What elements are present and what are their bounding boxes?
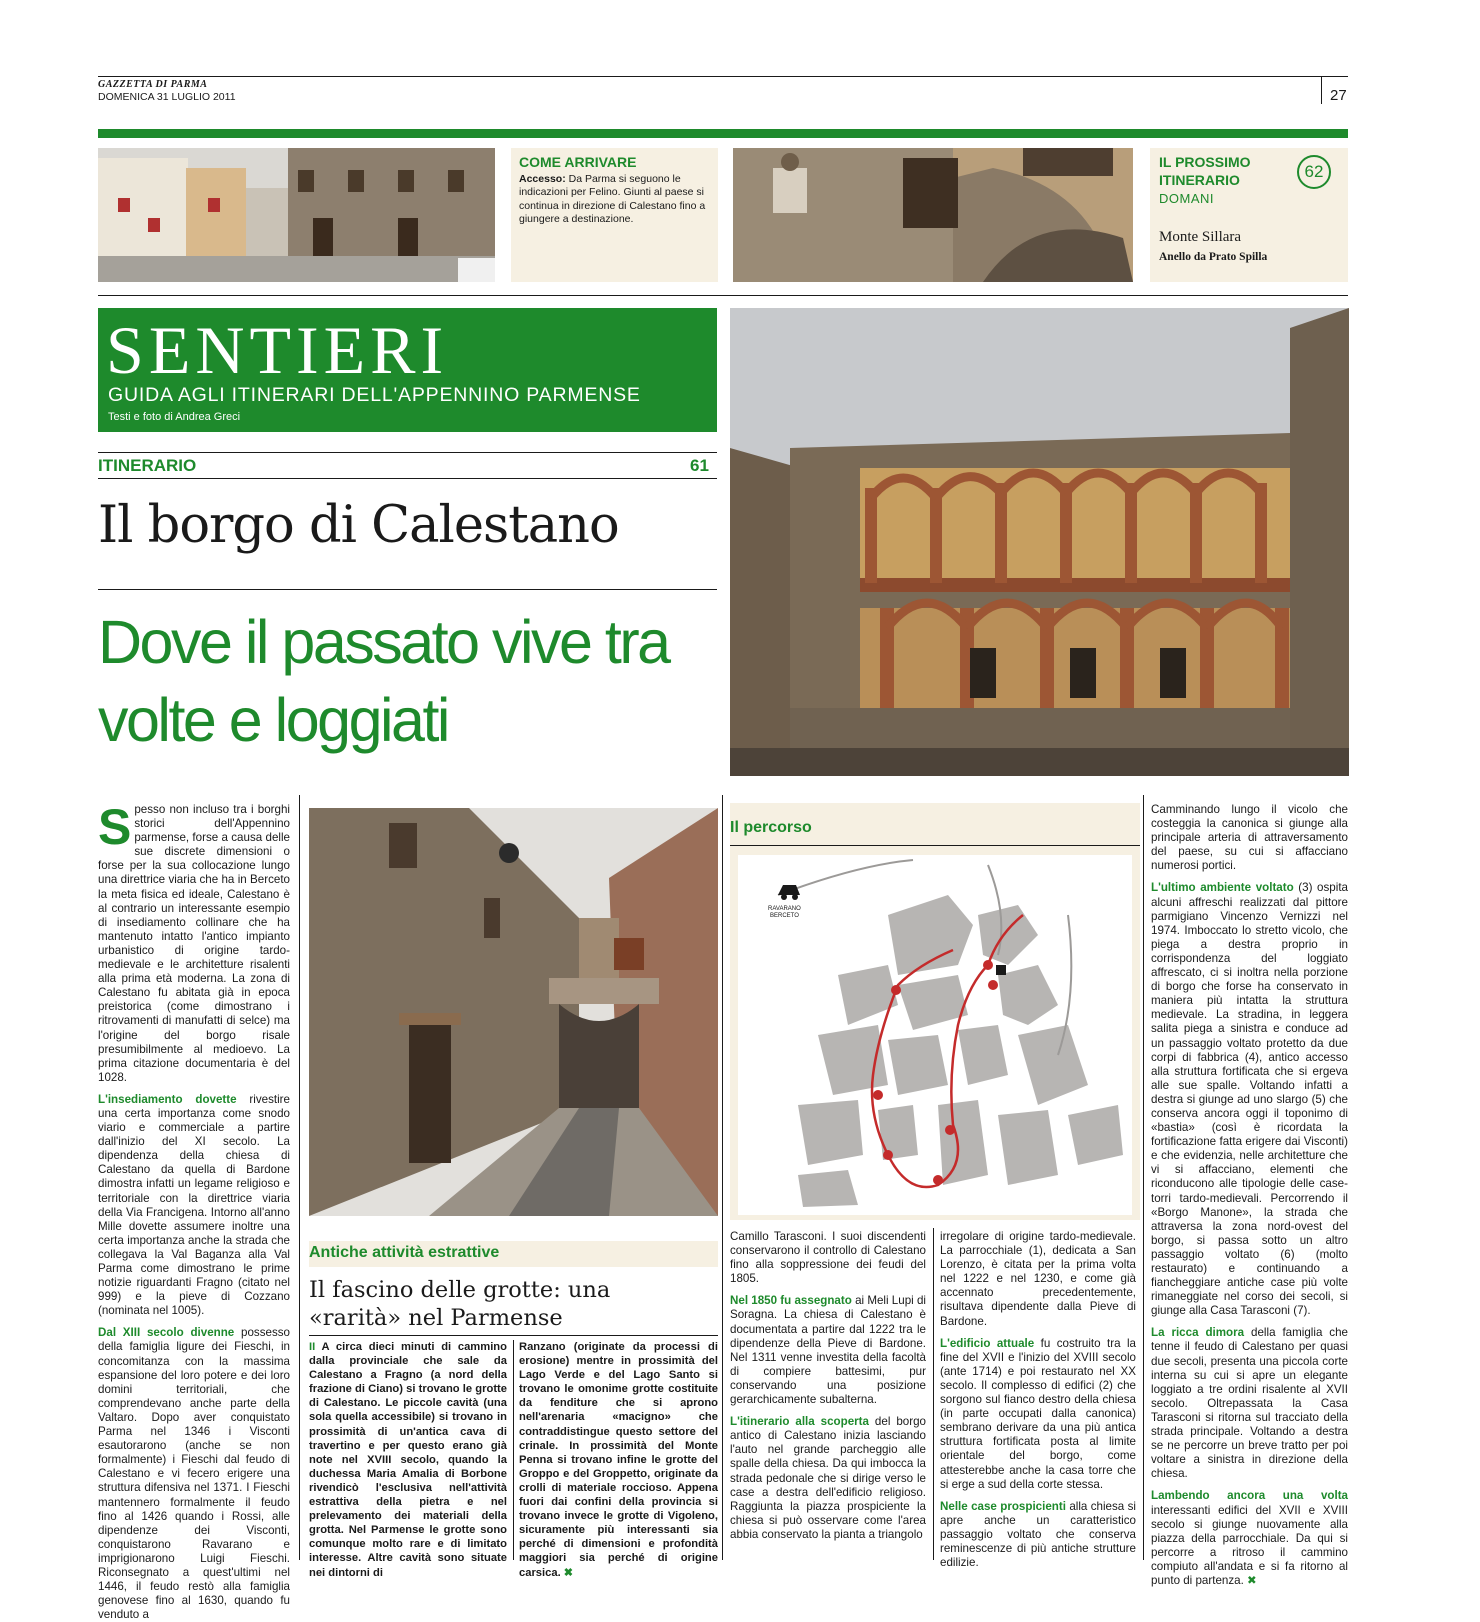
prossimo-line2: ITINERARIO xyxy=(1159,172,1240,188)
col4-p2-text: (3) ospita alcuni affreschi realizzati dal pittore parmigiano Vincenzo Vernizzi nel 1974. Imboccato lo stretto vicolo, che piega a destra proprio in corrispondenza del loggiato affrescato, ci si inoltra nella porzione di borgo che forse ha conservato in maniera più intatta la struttura medievale. La stradina, in leggera salita piega a sinistra e conduce ad un passaggio voltato protetto da due corpi di fabbrica (4), antico accesso alla struttura fortificata che si ergeva alle sue spalle. Voltando infatti a destra si giunge ad uno slargo (5) che conserva ancora oggi il toponimo di «bastia» (così è ricordata la fortificazione fatta erigere dai Visconti) e che evidenzia, nelle architetture che vi si affacciano, elementi che riconducono alle tipologie delle case-torri tardo-medievali. Percorrendo il «Borgo Manone», la strada che attraversa la zona nord-ovest del borgo, si passa sotto un altro passaggio voltato (6) (molto restaurato) e continuando a fiancheggiare antiche case più volte rimaneggiate nel corso dei secoli, si giunge alla Casa Tarasconi (7). xyxy=(1151,881,1348,1318)
col3a-paragraph-3 xyxy=(730,1415,926,1542)
percorso-title-rule xyxy=(730,845,1140,846)
article-column-3b xyxy=(940,1230,1136,1570)
prossimo-place: Monte Sillara xyxy=(1159,229,1242,245)
page-number: 27 xyxy=(1330,87,1347,104)
col4-paragraph-2 xyxy=(1151,881,1348,1318)
col4-p3-lead: La ricca dimora xyxy=(1151,1326,1245,1340)
come-arrivare-text-block xyxy=(519,173,709,226)
prossimo-itinerario-box xyxy=(1150,148,1348,282)
col1-p2-lead: L'insediamento dovette xyxy=(98,1092,237,1106)
grotte-kicker: Antiche attività estrattive xyxy=(309,1244,500,1261)
col4-p3-text: della famiglia che tenne il feudo di Calestano per quasi due secoli, presenta una piccola corte interna su cui si apre un elegante loggiato a tre ordini risalente al XVII secolo. Oltrepassata la Casa Tarasconi si ritorna sul tracciato della strada principale. Voltando a destra se ne percorre un breve tratto per poi voltare a sinistra in direzione della chiesa. xyxy=(1151,1326,1349,1481)
col3a-p3-text: del borgo antico di Calestano inizia lasciando l'auto nel grande parcheggio alle spalle della chiesa. Da qui imbocca la strada pedonale che si dirige verso le case a destra dell'edificio religioso. Raggiunta la piazza prospiciente la chiesa si può osservare come l'area abbia conservato la pianta a triangolo xyxy=(730,1415,926,1541)
col4-p4-text: interessanti edifici del XVII e XVIII secolo si giunge nuovamente alla piazza della parrocchiale. Da qui si percorre a ritroso il cammino compiuto all'andata e si fa ritorno al punto di partenza. xyxy=(1151,1503,1348,1587)
itinerario-label: ITINERARIO xyxy=(98,456,197,475)
subheadline: Dove il passato vive tra volte e loggiati xyxy=(98,608,669,754)
col3a-paragraph-2 xyxy=(730,1294,926,1407)
col3b-p2-text: fu costruito tra la fine del XVII e l'inizio del XVIII secolo (ante 1714) e poi restaurato nel XX secolo. Il complesso di edifici (2) che sorgono sul fianco destro della chiesa (in parte occupati dalla canonica) sembrano derivare da una più antica struttura fortificata posta al limite orientale del borgo, come attesterebbe anche la casa torre che si erge a sud della corte stessa. xyxy=(940,1336,1136,1491)
route-map xyxy=(738,855,1132,1215)
come-arrivare-label: Accesso: xyxy=(519,173,566,185)
grotte-title-rule xyxy=(309,1335,718,1336)
col3b-p2-lead: L'edificio attuale xyxy=(940,1336,1035,1350)
grotte-title: Il fascino delle grotte: una «rarità» nel Parmense xyxy=(309,1277,611,1331)
sentieri-banner xyxy=(98,308,717,432)
come-arrivare-box xyxy=(511,148,718,282)
itinerario-bottom-rule xyxy=(98,478,717,479)
col3a-p3-lead: L'itinerario alla scoperta xyxy=(730,1415,869,1429)
col1-p3-text: possesso della famiglia ligure dei Fieschi, in concomitanza con la massima espansione del loro potere e dei loro domini territoriali, che comprendevano anche parte della Valtaro. Dopo aver conquistato Parma nel 1346 i Visconti esautorarono (anche se non formalmente) i Fieschi dal feudo di Calestano e vi fecero erigere una struttura difensiva nel 1371. I Fieschi mantennero formalmente il feudo fino al 1426 quando i Rossi, alle dipendenze dei Visconti, conquistarono Ravarano e imprigionarono Luigi Fieschi. Riconsegnato a quest'ultimi nel 1446, il feudo restò alla famiglia genovese fino al 1630, quando fu venduto a xyxy=(98,1326,291,1622)
prossimo-number-badge xyxy=(1297,155,1331,189)
page-number-divider xyxy=(1321,76,1322,104)
end-mark-icon-2: ✖ xyxy=(1243,1573,1257,1587)
col3b-p3-text: alla chiesa si apre anche un caratteristico passaggio voltato che conserva reminescenze di più antiche strutture edilizie. xyxy=(940,1499,1136,1570)
grotte-left-text: A circa dieci minuti di cammino dalla provinciale che sale da Calestano a Fragno (a nord della frazione di Ciano) si trovano le grotte di Calestano. Le piccole cavità (una sola quella accessibile) si trovano in prossimità di un'antica cava di travertino e per questo erano già note nel XVIII secolo, quando la duchessa Maria Amalia di Borbone rivendicò l'esclusiva nell'attività estrattiva della pietra e nel prelevamento dei materiali della grotta. Nel Parmense le grotte sono comunque molto rare e di limitato interesse. Altre cavità sono situate nei dintorni di xyxy=(309,1341,507,1579)
col4-paragraph-4 xyxy=(1151,1489,1348,1588)
col3a-paragraph-1: Camillo Tarasconi. I suoi discendenti conservarono il controllo di Calestano fino alla soppressione dei feudi del 1805. xyxy=(730,1230,926,1286)
come-arrivare-text: Da Parma si seguono le indicazioni per Felino. Giunti al paese si continua in direzione di Calestano fino a giungere a destinazione. xyxy=(519,173,706,225)
masthead-top-rule xyxy=(98,76,1348,77)
col1-p3-lead: Dal XIII secolo divenne xyxy=(98,1326,235,1340)
prossimo-line1: IL PROSSIMO xyxy=(1159,154,1251,170)
dropcap: S xyxy=(98,799,132,855)
col3b-paragraph-2 xyxy=(940,1337,1136,1492)
col3b-paragraph-3 xyxy=(940,1500,1136,1570)
grotte-right-text: Ranzano (originate da processi di erosione) mentre in prossimità del Lago Verde e del Lago Santo si trovano le omonime grotte costituite da fenditure che si aprono nell'arenaria «macigno» che contraddistingue questo settore del crinale. In prossimità del Monte Penna si trovano infine le grotte del Groppo e del Groppetto, originate da crolli di materiale roccioso. Appena fuori dai confini della provincia si trovano invece le grotte di Vigoleno, sicuramente più interessanti sia perché di dimensioni e profondità maggiori sia perché di origine carsica. xyxy=(519,1341,718,1579)
col1-paragraph-2 xyxy=(98,1093,290,1319)
col1-paragraph-1 xyxy=(98,799,290,1085)
come-arrivare-title: COME ARRIVARE xyxy=(519,154,637,170)
col-divider-3 xyxy=(1143,795,1144,1560)
article-column-4 xyxy=(1151,803,1349,1587)
col3a-p2-text: ai Meli Lupi di Soragna. La chiesa di Calestano è documentata a partire dal 1222 tra le dipendenze della Pieve di Bardone. Nel 1311 venne investita della facoltà di compiere battesimi, pur conservando una posizione gerarchicamente subalterna. xyxy=(730,1294,926,1407)
grotte-marker: II xyxy=(309,1341,316,1353)
col1-p2-text: rivestire una certa importanza come snodo viario e commerciale a partire dall'inizio del XI secolo. La dipendenza della chiesa di Calestano da quella di Bardone dimostra infatti un legame religioso e territoriale con la direttrice viaria della Via Francigena. Intorno all'anno Mille dovette assumere inoltre una certa importanza anche la strada che collegava la Val Baganza alla Val Parma come dimostrano le prime notizie riguardanti Fragno (citato nel 999) e la pieve di Cozzano (nominata nel 1005). xyxy=(98,1092,290,1318)
col1-p1-text: pesso non incluso tra i borghi storici dell'Appennino parmense, forse a causa delle sue discrete dimensioni o forse per la sua collocazione lungo una direttrice viaria che ha in Berceto la meta fisica ed ideale, Calestano è al contrario un interessante esempio di insediamento collinare che ha mantenuto intatto l'antico impianto urbanistico di origine tardo-medievale e le architetture risalenti alla prima età moderna. La zona di Calestano fu abitata già in epoca preistorica (come dimostrano i ritrovamenti di manufatti di selce) ma l'origine del borgo risale presumibilmente al medioevo. La prima citazione documentaria è del 1028. xyxy=(98,803,290,1084)
green-header-bar xyxy=(98,129,1348,138)
strip-bottom-rule xyxy=(98,295,1348,296)
col-divider-1 xyxy=(299,795,300,1560)
article-column-1 xyxy=(98,799,291,1622)
sentieri-title: SENTIERI xyxy=(106,312,449,388)
col3b-paragraph-1: irregolare di origine tardo-medievale. La parrocchiale (1), dedicata a San Lorenzo, è citata per la prima volta nel 1222 e nel 1230, e come già accennato precedentemente, risultava dipendente dalla Pieve di Bardone. xyxy=(940,1230,1136,1328)
col3a-p2-lead: Nel 1850 fu assegnato xyxy=(730,1294,852,1308)
col4-paragraph-1: Camminando lungo il vicolo che costeggia la canonica si giunge alla principale arteria di attraversamento del paese, su cui si affacciano numerosi portici. xyxy=(1151,803,1348,873)
issue-date: DOMENICA 31 LUGLIO 2011 xyxy=(98,91,236,103)
photo-stone-alley xyxy=(309,808,718,1216)
route-map-svg xyxy=(738,855,1132,1215)
headline: Il borgo di Calestano xyxy=(98,496,619,555)
col4-paragraph-3 xyxy=(1151,1326,1348,1481)
col4-p4-lead: Lambendo ancora una volta xyxy=(1151,1489,1348,1503)
prossimo-number: 62 xyxy=(1304,162,1324,181)
sentieri-subtitle: GUIDA AGLI ITINERARI DELL'APPENNINO PARMENSE xyxy=(108,384,641,406)
end-mark-icon: ✖ xyxy=(560,1566,574,1579)
paper-name: GAZZETTA DI PARMA xyxy=(98,79,208,90)
photo-stone-arch xyxy=(733,148,1133,282)
col-divider-2 xyxy=(722,795,723,1560)
itinerario-number: 61 xyxy=(690,456,709,475)
percorso-title: Il percorso xyxy=(730,819,812,836)
percorso-box xyxy=(730,803,1140,1220)
col3b-p3-lead: Nelle case prospicienti xyxy=(940,1499,1066,1513)
grotte-right-column xyxy=(519,1340,718,1579)
grotte-col-divider xyxy=(513,1340,514,1560)
map-label-berceto: BERCETO xyxy=(770,913,799,919)
grotte-kicker-bar xyxy=(309,1241,718,1267)
sentieri-credit: Testi e foto di Andrea Greci xyxy=(108,411,241,423)
map-label-ravarano: RAVARANO xyxy=(768,906,801,912)
col4-p2-lead: L'ultimo ambiente voltato xyxy=(1151,881,1294,895)
col1-paragraph-3 xyxy=(98,1326,290,1622)
col-divider-3b xyxy=(933,1228,934,1560)
itinerario-top-rule xyxy=(98,452,717,453)
headline-rule xyxy=(98,589,717,590)
photo-village-houses xyxy=(98,148,495,282)
article-column-3a xyxy=(730,1230,926,1560)
grotte-left-column xyxy=(309,1340,507,1579)
photo-loggia-courtyard xyxy=(730,308,1349,776)
prossimo-route: Anello da Prato Spilla xyxy=(1159,251,1268,263)
prossimo-when: DOMANI xyxy=(1159,191,1214,206)
